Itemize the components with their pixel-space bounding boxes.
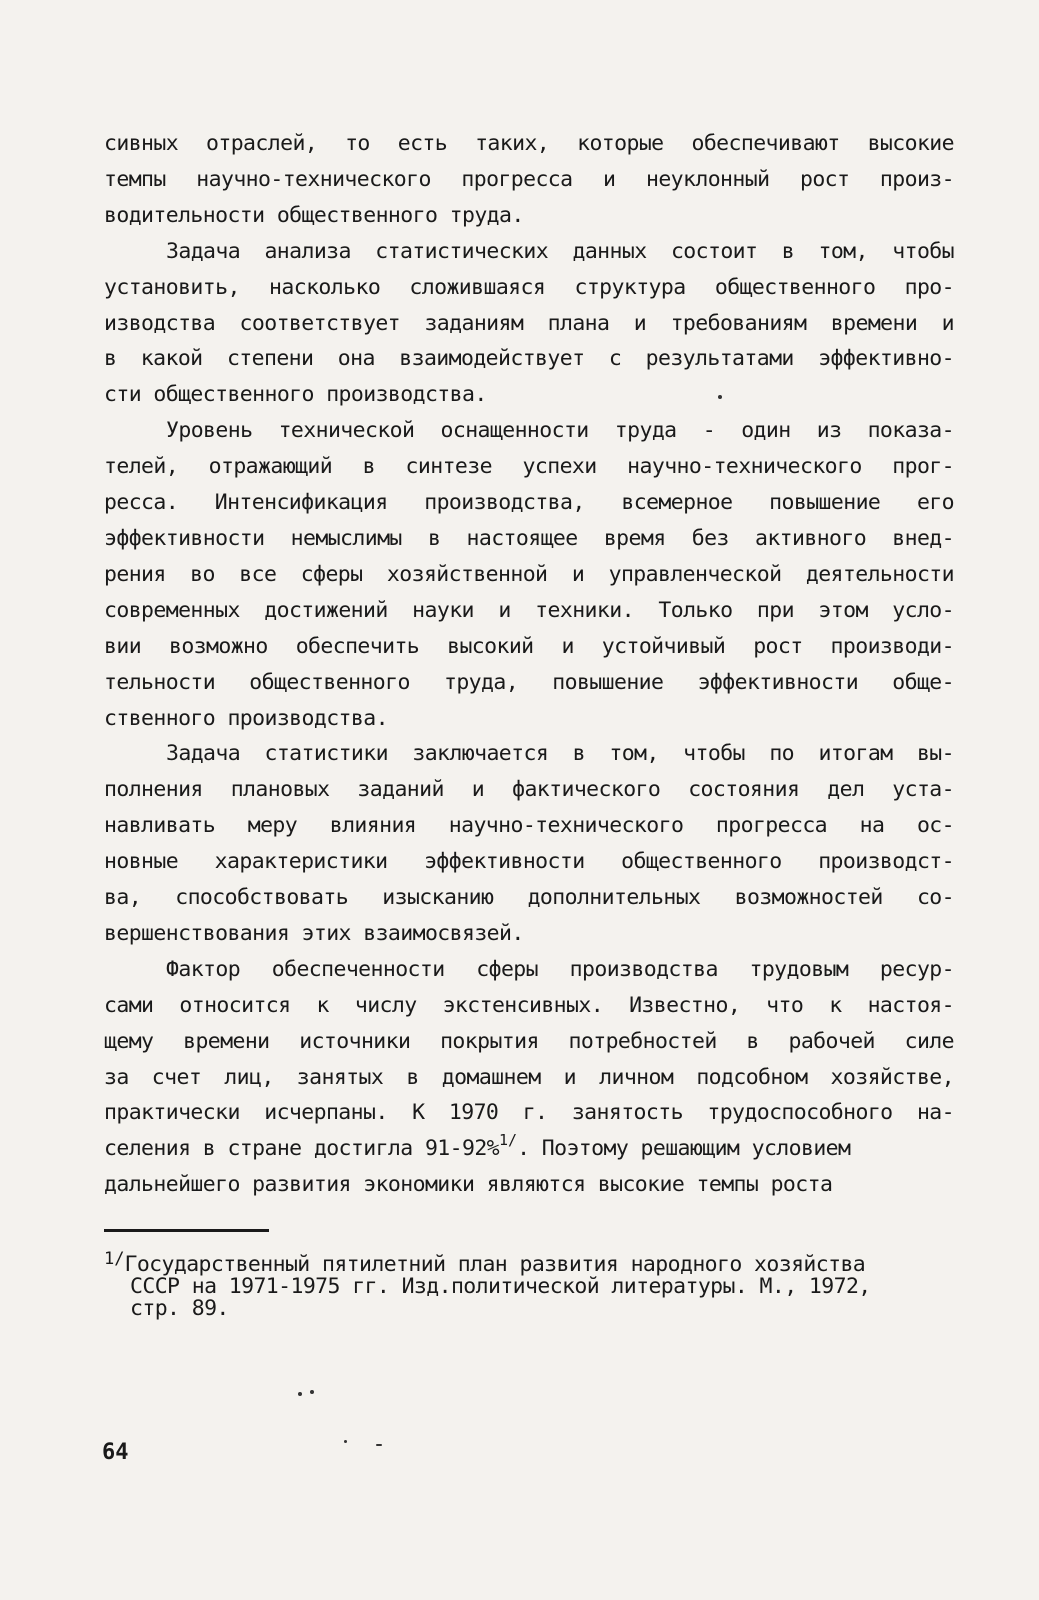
text-line: эффективности немыслимы в настоящее время без активного внед- [104,525,954,551]
text-line: дальнейшего развития экономики являются высокие темпы роста [104,1172,833,1198]
footnote [104,1248,954,1320]
text-line: изводства соответствует заданиям плана и требованиям времени и [104,310,954,336]
text-line: водительности общественного труда. [104,202,524,228]
text-line: телей, отражающий в синтезе успехи научно-технического прог- [104,454,954,480]
text-line: сивных отраслей, то есть таких, которые обеспечивают высокие [104,131,954,156]
text-line: Фактор обеспеченности сферы производства трудовым ресур- [166,956,954,982]
text-line: сти общественного производства. [104,382,487,408]
text-line: установить, насколько сложившаяся структура общественного про- [104,274,954,300]
text-line: современных достижений науки и техники. Только при этом усло- [104,597,954,623]
text-line: рения во все сферы хозяйственной и управленческой деятельности [104,561,954,587]
footnote-line [104,1248,954,1276]
text-line: практически исчерпаны. К 1970 г. занятость трудоспособного на- [104,1100,954,1126]
text-segment: селения в стране достигла 91-92% [104,1136,500,1162]
text-line: полнения плановых заданий и фактического состояния дел уста- [104,777,954,803]
text-line: щему времени источники покрытия потребностей в рабочей силе [104,1028,954,1054]
text-line: в какой степени она взаимодействует с результатами эффективно- [104,346,954,372]
footnote-divider [104,1229,269,1232]
scan-speck [376,1444,382,1446]
text-line: темпы научно-технического прогресса и неуклонный рост произ- [104,166,954,192]
text-line: новные характеристики эффективности общественного производст- [104,849,954,875]
scan-speck [718,395,722,399]
footnote-text: Государственный пятилетний план развития народного хозяйства [124,1252,866,1277]
text-line: за счет лиц, занятых в домашнем и личном подсобном хозяйстве, [104,1064,954,1090]
text-line: Задача статистики заключается в том, чтобы по итогам вы- [166,741,954,767]
text-line: вершенствования этих взаимосвязей. [104,920,524,946]
scan-speck [344,1440,347,1443]
scan-speck [310,1390,314,1394]
text-line: Уровень технической оснащенности труда - один из показа- [166,418,954,444]
text-line: тельности общественного труда, повышение эффективности обще- [104,669,954,695]
text-line: навливать меру влияния научно-технического прогресса на ос- [104,813,954,839]
text-line: вии возможно обеспечить высокий и устойчивый рост производи- [104,633,954,659]
footnote-reference-mark: 1/ [499,1131,518,1150]
footnote-mark: 1/ [104,1249,125,1269]
text-segment: . Поэтому решающим условием [517,1136,851,1162]
body-text [104,126,954,1203]
page-number: 64 [102,1440,129,1465]
text-line: ственного производства. [104,705,388,731]
text-line: Задача анализа статистических данных состоит в том, чтобы [166,238,954,264]
footnote-line: стр. 89. [130,1296,229,1321]
text-line-with-reference [104,1131,954,1167]
text-line: ресса. Интенсификация производства, всемерное повышение его [104,490,954,516]
text-line: сами относится к числу экстенсивных. Известно, что к настоя- [104,992,954,1018]
footnote-line: СССР на 1971-1975 гг. Изд.политической литературы. М., 1972, [130,1274,871,1299]
scan-speck [298,1392,302,1396]
text-line: ва, способствовать изысканию дополнительных возможностей со- [104,885,954,911]
